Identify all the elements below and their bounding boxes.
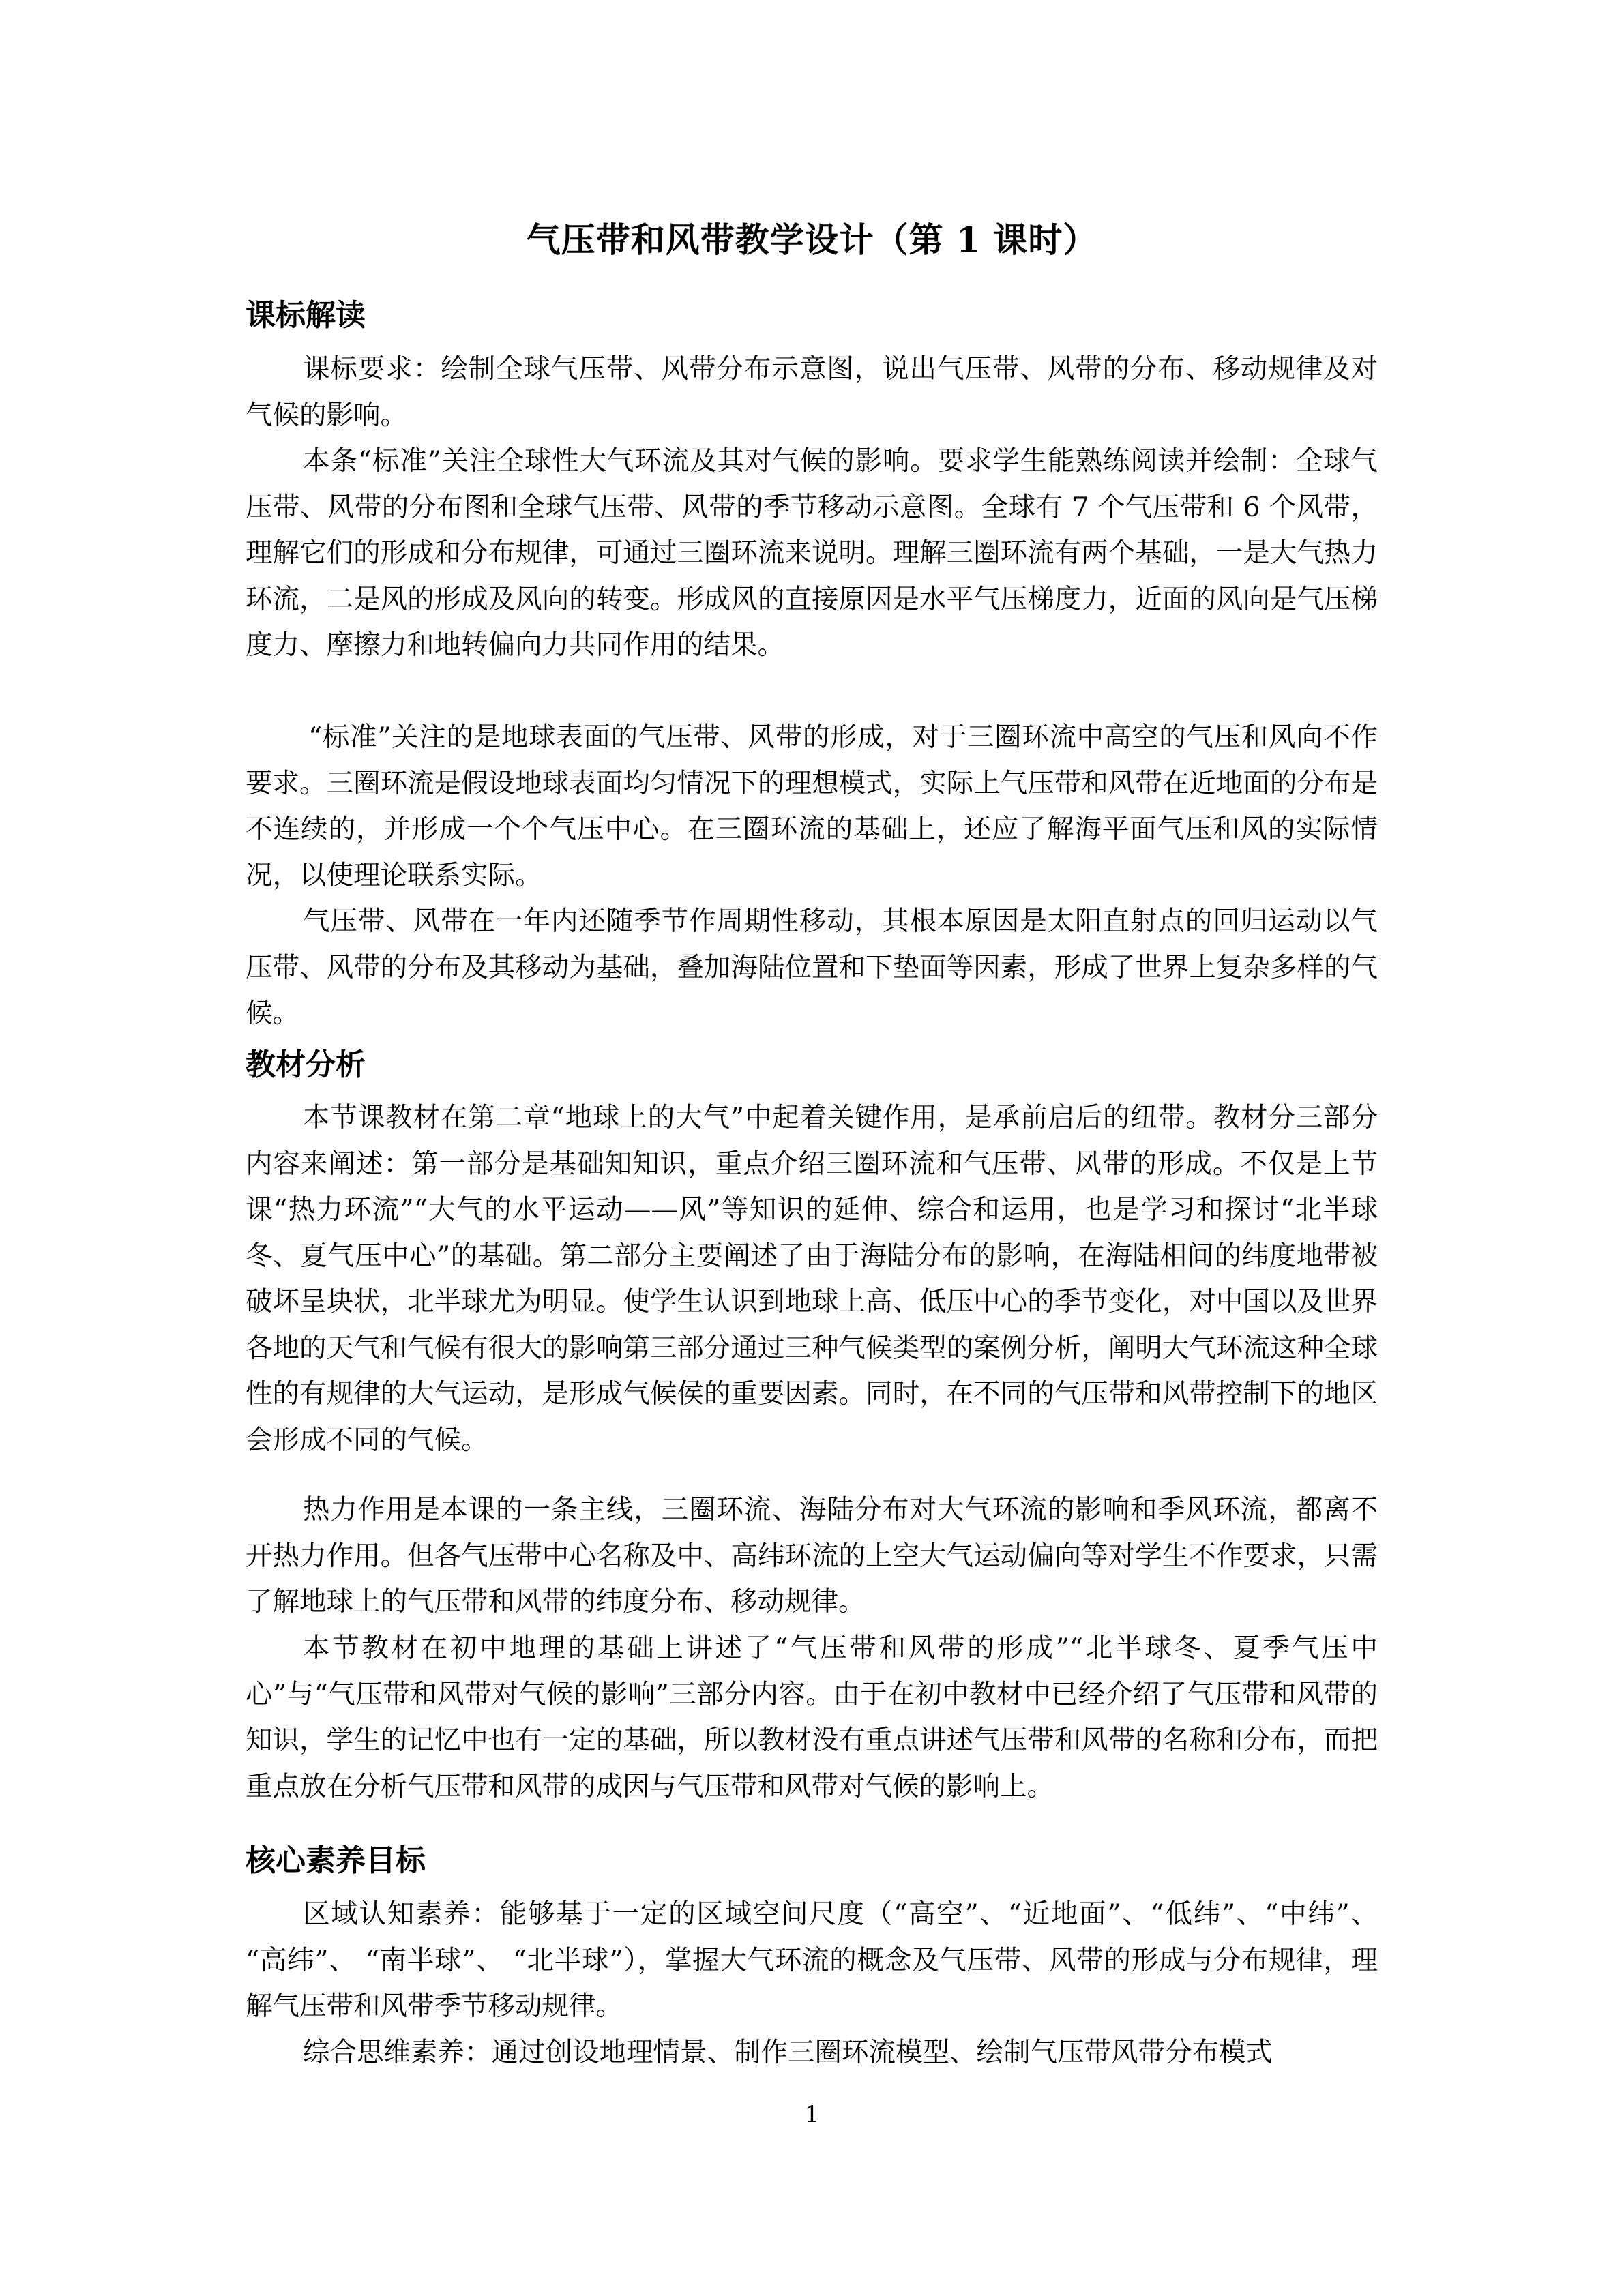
paragraph: 区域认知素养：能够基于一定的区域空间尺度（“高空”、“近地面”、“低纬”、“中纬”、 “高纬”、 “南半球”、 “北半球”），掌握大气环流的概念及气压带、风带的形成与分布规律，理解气压带和风带季节移动规律。 xyxy=(246,1898,1378,2022)
paragraph: 气压带、风带在一年内还随季节作周期性移动，其根本原因是太阳直射点的回归运动以气压带、风带的分布及其移动为基础，叠加海陆位置和下垫面等因素，形成了世界上复杂多样的气候。 xyxy=(246,906,1378,1029)
paragraph: 课标要求：绘制全球气压带、风带分布示意图，说出气压带、风带的分布、移动规律及对气候的影响。 xyxy=(246,353,1378,431)
page-number: 1 xyxy=(804,2101,820,2128)
paragraph: “标准”关注的是地球表面的气压带、风带的形成，对于三圈环流中高空的气压和风向不作要求。三圈环流是假设地球表面均匀情况下的理想模式，实际上气压带和风带在近地面的分布是不连续的，并形成一个个气压中心。在三圈环流的基础上，还应了解海平面气压和风的实际情况，以使理论联系实际。 xyxy=(246,721,1378,891)
paragraph: 本节教材在初中地理的基础上讲述了“气压带和风带的形成”“北半球冬、夏季气压中心”与“气压带和风带对气候的影响”三部分内容。由于在初中教材中已经介绍了气压带和风带的知识，学生的记忆中也有一定的基础，所以教材没有重点讲述气压带和风带的名称和分布，而把重点放在分析气压带和风带的成因与气压带和风带对气候的影响上。 xyxy=(246,1632,1378,1802)
section-heading-literacy-goals: 核心素养目标 xyxy=(246,1843,426,1878)
section-heading-curriculum: 课标解读 xyxy=(246,298,366,333)
document-title: 气压带和风带教学设计（第 1 课时） xyxy=(526,220,1098,260)
paragraph: 本条“标准”关注全球性大气环流及其对气候的影响。要求学生能熟练阅读并绘制：全球气压带、风带的分布图和全球气压带、风带的季节移动示意图。全球有 7 个气压带和 6 个风带，理解它们的形成和分布规律，可通过三圈环流来说明。理解三圈环流有两个基础，一是大气热力环流，二是风的形成及风向的转变。形成风的直接原因是水平气压梯度力，近面的风向是气压梯度力、摩擦力和地转偏向力共同作用的结果。 xyxy=(246,445,1378,661)
paragraph: 热力作用是本课的一条主线，三圈环流、海陆分布对大气环流的影响和季风环流，都离不开热力作用。但各气压带中心名称及中、高纬环流的上空大气运动偏向等对学生不作要求，只需了解地球上的气压带和风带的纬度分布、移动规律。 xyxy=(246,1494,1378,1617)
paragraph: 本节课教材在第二章“地球上的大气”中起着关键作用，是承前启后的纽带。教材分三部分内容来阐述：第一部分是基础知知识，重点介绍三圈环流和气压带、风带的形成。不仅是上节课“热力环流”“大气的水平运动——风”等知识的延伸、综合和运用，也是学习和探讨“北半球冬、夏气压中心”的基础。第二部分主要阐述了由于海陆分布的影响，在海陆相间的纬度地带被破坏呈块状，北半球尤为明显。使学生认识到地球上高、低压中心的季节变化，对中国以及世界各地的天气和气候有很大的影响第三部分通过三种气候类型的案例分析，阐明大气环流这种全球性的有规律的大气运动，是形成气候侯的重要因素。同时，在不同的气压带和风带控制下的地区会形成不同的气候。 xyxy=(246,1102,1378,1456)
paragraph: 综合思维素养：通过创设地理情景、制作三圈环流模型、绘制气压带风带分布模式 xyxy=(303,2037,1273,2068)
section-heading-textbook: 教材分析 xyxy=(246,1047,366,1082)
